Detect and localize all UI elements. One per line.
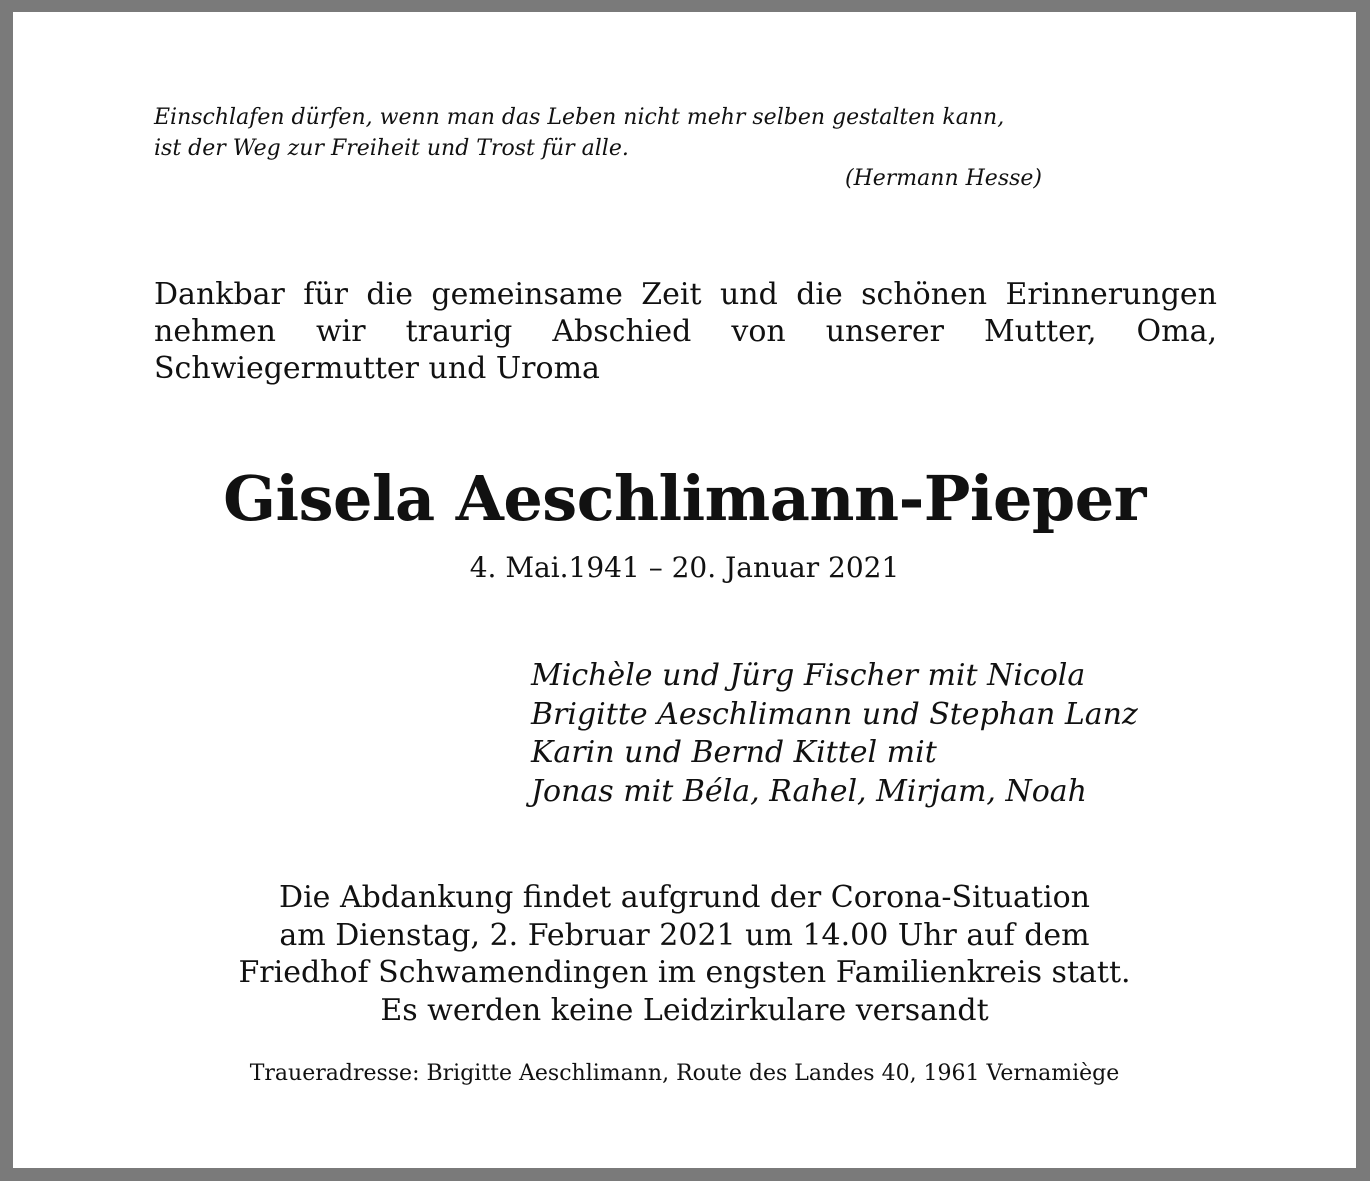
quote-line: ist der Weg zur Freiheit und Trost für alle. [154,136,629,161]
deceased-name: Gisela Aeschlimann-Pieper [223,462,1146,535]
quote [154,102,1094,164]
family-member: Jonas mit Béla, Rahel, Mirjam, Noah [531,773,1087,809]
life-dates: 4. Mai.1941 – 20. Januar 2021 [469,551,900,584]
obituary-notice [13,12,1356,1168]
service-line: Friedhof Schwamendingen im engsten Familienkreis statt. [238,955,1131,990]
family-member: Brigitte Aeschlimann und Stephan Lanz [531,696,1138,732]
service-line: am Dienstag, 2. Februar 2021 um 14.00 Uhr auf dem [279,917,1090,953]
quote-author: (Hermann Hesse) [845,166,1043,191]
intro-text: Dankbar für die gemeinsame Zeit und die schönen Erinnerungen nehmen wir traurig Abschied von unserer Mutter, Oma, Schwiegermutter und Uroma [154,277,1217,386]
service-line: Die Abdankung findet aufgrund der Corona-Situation [279,880,1090,915]
family-member: Karin und Bernd Kittel mit [531,735,937,770]
service-line: Es werden keine Leidzirkulare versandt [380,992,989,1028]
quote-line: Einschlafen dürfen, wenn man das Leben nicht mehr selben gestalten kann, [154,105,1005,130]
mourning-address: Traueradresse: Brigitte Aeschlimann, Route des Landes 40, 1961 Vernamiège [249,1061,1120,1086]
family-member: Michèle und Jürg Fischer mit Nicola [531,658,1086,693]
family-list [531,657,1138,811]
service-notice [13,879,1356,1029]
